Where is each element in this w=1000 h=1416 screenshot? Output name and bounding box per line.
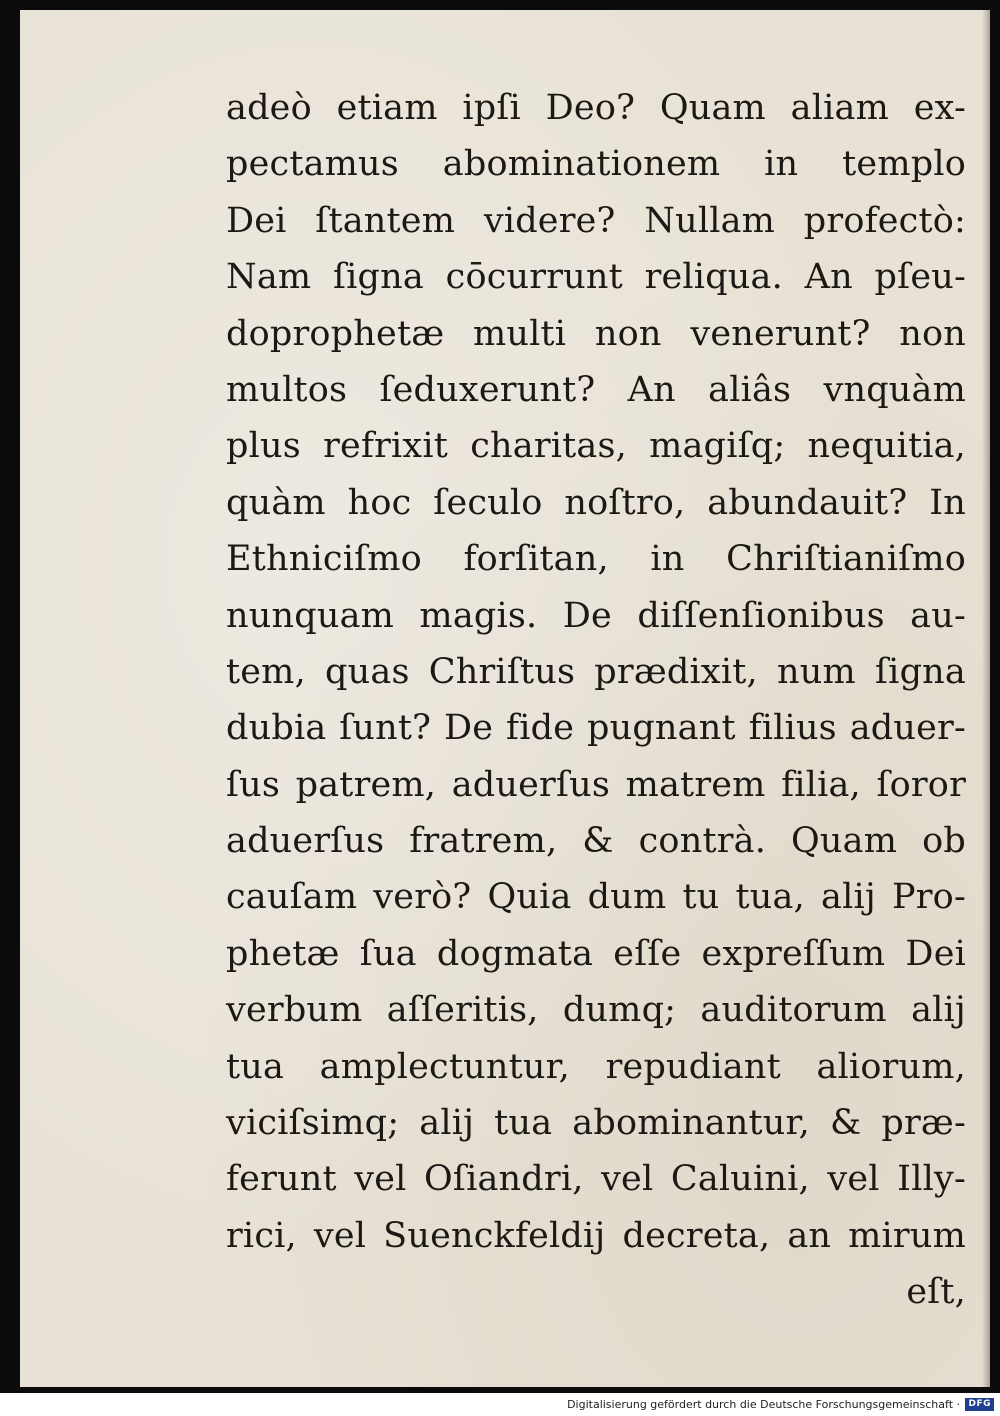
text-line: multos ſeduxerunt? An aliâs vnquàm bbox=[226, 369, 966, 410]
footer-bar bbox=[0, 1396, 1000, 1414]
text-line: Nam ſigna cōcurrunt reliqua. An pſeu- bbox=[226, 257, 966, 298]
text-line: tem, quas Chriſtus prædixit, num ſigna bbox=[226, 651, 966, 692]
text-line: dubia ſunt? De fide pugnant filius aduer- bbox=[226, 708, 966, 749]
dfg-logo-icon[interactable]: DFG bbox=[965, 1398, 994, 1411]
text-line: doprophetæ multi non venerunt? non bbox=[226, 313, 966, 354]
text-line: tua amplectuntur, repudiant aliorum, bbox=[226, 1046, 966, 1087]
text-line: phetæ ſua dogmata eſſe expreſſum Dei bbox=[226, 933, 966, 974]
text-line: Ethniciſmo forſitan, in Chriſtianiſmo bbox=[226, 539, 966, 580]
text-line: viciſsimq; alij tua abominantur, & præ- bbox=[226, 1103, 966, 1144]
text-line: ſus patrem, aduerſus matrem filia, ſoror bbox=[226, 764, 966, 805]
text-line: adeò etiam ipſi Deo? Quam aliam ex- bbox=[226, 88, 966, 128]
text-line-catchword: eſt, bbox=[906, 1272, 966, 1313]
text-line: Dei ſtantem videre? Nullam profectò: bbox=[226, 200, 966, 241]
text-line: pectamus abominationem in templo bbox=[226, 144, 966, 185]
page-text bbox=[226, 80, 966, 1321]
text-line: nunquam magis. De diſſenſionibus au- bbox=[226, 595, 966, 636]
text-line: plus refrixit charitas, magiſq; nequitia, bbox=[226, 426, 966, 467]
page-edge-shadow bbox=[982, 10, 990, 1387]
text-line: quàm hoc ſeculo noſtro, abundauit? In bbox=[226, 482, 966, 523]
text-line: ferunt vel Oſiandri, vel Caluini, vel Illy- bbox=[226, 1159, 966, 1200]
funding-credit: Digitalisierung gefördert durch die Deutsche Forschungsgemeinschaft · bbox=[567, 1398, 960, 1411]
book-page bbox=[20, 10, 990, 1387]
text-line: rici, vel Suenckfeldij decreta, an mirum bbox=[226, 1215, 966, 1256]
text-line: aduerſus fratrem, & contrà. Quam ob bbox=[226, 821, 966, 862]
text-line: cauſam verò? Quia dum tu tua, alij Pro- bbox=[226, 877, 966, 918]
text-line: verbum aſſeritis, dumq; auditorum alij bbox=[226, 990, 966, 1031]
